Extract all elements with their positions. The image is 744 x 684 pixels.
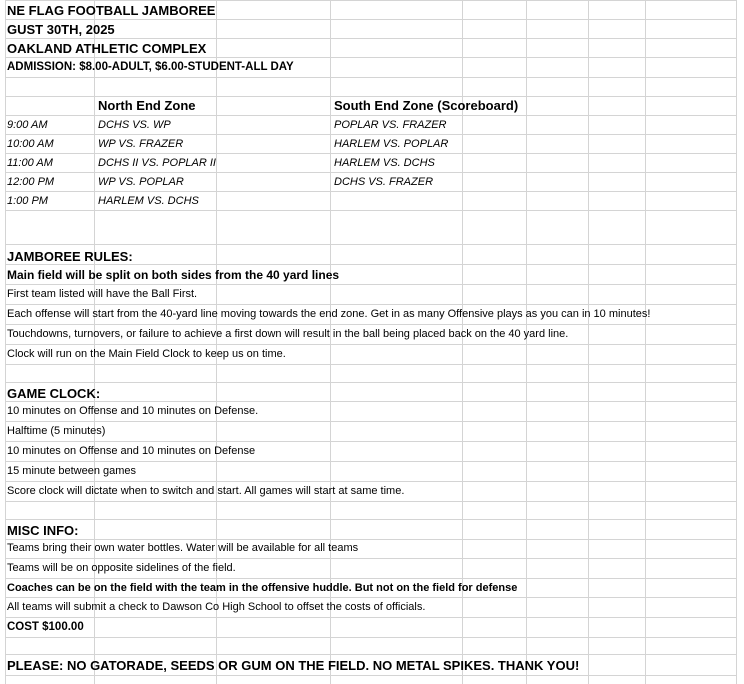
grid-row bbox=[5, 502, 737, 520]
game-clock-line: Halftime (5 minutes) bbox=[7, 425, 106, 437]
south-end-zone-header: South End Zone (Scoreboard) bbox=[334, 98, 519, 113]
cost-line: COST $100.00 bbox=[7, 621, 84, 633]
grid-row bbox=[5, 422, 737, 442]
rule-line: Main field will be split on both sides from the 40 yard lines bbox=[7, 268, 340, 282]
grid-row bbox=[5, 365, 737, 383]
north-matchup: HARLEM VS. DCHS bbox=[98, 195, 199, 207]
south-matchup: HARLEM VS. DCHS bbox=[334, 157, 435, 169]
schedule-time: 1:00 PM bbox=[7, 195, 48, 207]
north-matchup: DCHS VS. WP bbox=[98, 119, 171, 131]
grid-row bbox=[5, 618, 737, 638]
game-clock-line: 15 minute between games bbox=[7, 465, 137, 477]
north-matchup: DCHS II VS. POPLAR II bbox=[98, 157, 216, 169]
misc-line: All teams will submit a check to Dawson Co High School to offset the costs of officials. bbox=[7, 601, 426, 613]
rules-heading: JAMBOREE RULES: bbox=[7, 249, 133, 264]
north-matchup: WP VS. FRAZER bbox=[98, 138, 184, 150]
rule-line: First team listed will have the Ball First. bbox=[7, 288, 198, 300]
grid-row bbox=[5, 20, 737, 39]
grid-row bbox=[5, 383, 737, 402]
event-venue: OAKLAND ATHLETIC COMPLEX bbox=[7, 41, 207, 56]
grid-row bbox=[5, 78, 737, 97]
misc-line: Coaches can be on the field with the team in the offensive huddle. But not on the field for defense bbox=[7, 582, 518, 594]
rule-line: Clock will run on the Main Field Clock to keep us on time. bbox=[7, 348, 286, 360]
rule-line: Touchdowns, turnovers, or failure to achieve a first down will result in the ball being placed back on the 40 yard line. bbox=[7, 328, 569, 340]
misc-line: Teams bring their own water bottles. Water will be available for all teams bbox=[7, 542, 359, 554]
game-clock-line: 10 minutes on Offense and 10 minutes on Defense. bbox=[7, 405, 259, 417]
north-end-zone-header: North End Zone bbox=[98, 98, 196, 113]
game-clock-line: 10 minutes on Offense and 10 minutes on Defense bbox=[7, 445, 256, 457]
schedule-time: 12:00 PM bbox=[7, 176, 55, 188]
south-matchup: HARLEM VS. POPLAR bbox=[334, 138, 449, 150]
game-clock-line: Score clock will dictate when to switch and start. All games will start at same time. bbox=[7, 485, 405, 497]
admission-price: ADMISSION: $8.00-ADULT, $6.00-STUDENT-ALL DAY bbox=[7, 61, 294, 73]
footer-notice: PLEASE: NO GATORADE, SEEDS OR GUM ON THE FIELD. NO METAL SPIKES. THANK YOU! bbox=[7, 658, 580, 673]
south-matchup: POPLAR VS. FRAZER bbox=[334, 119, 447, 131]
schedule-time: 9:00 AM bbox=[7, 119, 48, 131]
grid-row bbox=[5, 520, 737, 540]
schedule-time: 11:00 AM bbox=[7, 157, 53, 169]
event-title: NE FLAG FOOTBALL JAMBOREE bbox=[7, 3, 216, 18]
schedule-time: 10:00 AM bbox=[7, 138, 54, 150]
game-clock-heading: GAME CLOCK: bbox=[7, 386, 101, 401]
misc-line: Teams will be on opposite sidelines of the field. bbox=[7, 562, 236, 574]
south-matchup: DCHS VS. FRAZER bbox=[334, 176, 434, 188]
north-matchup: WP VS. POPLAR bbox=[98, 176, 184, 188]
rule-line: Each offense will start from the 40-yard line moving towards the end zone. Get in as many Offensive plays as you can in 10 minutes! bbox=[7, 308, 651, 320]
grid-row bbox=[5, 211, 737, 245]
grid-row bbox=[5, 638, 737, 655]
misc-heading: MISC INFO: bbox=[7, 523, 79, 538]
event-date: GUST 30TH, 2025 bbox=[7, 22, 115, 37]
